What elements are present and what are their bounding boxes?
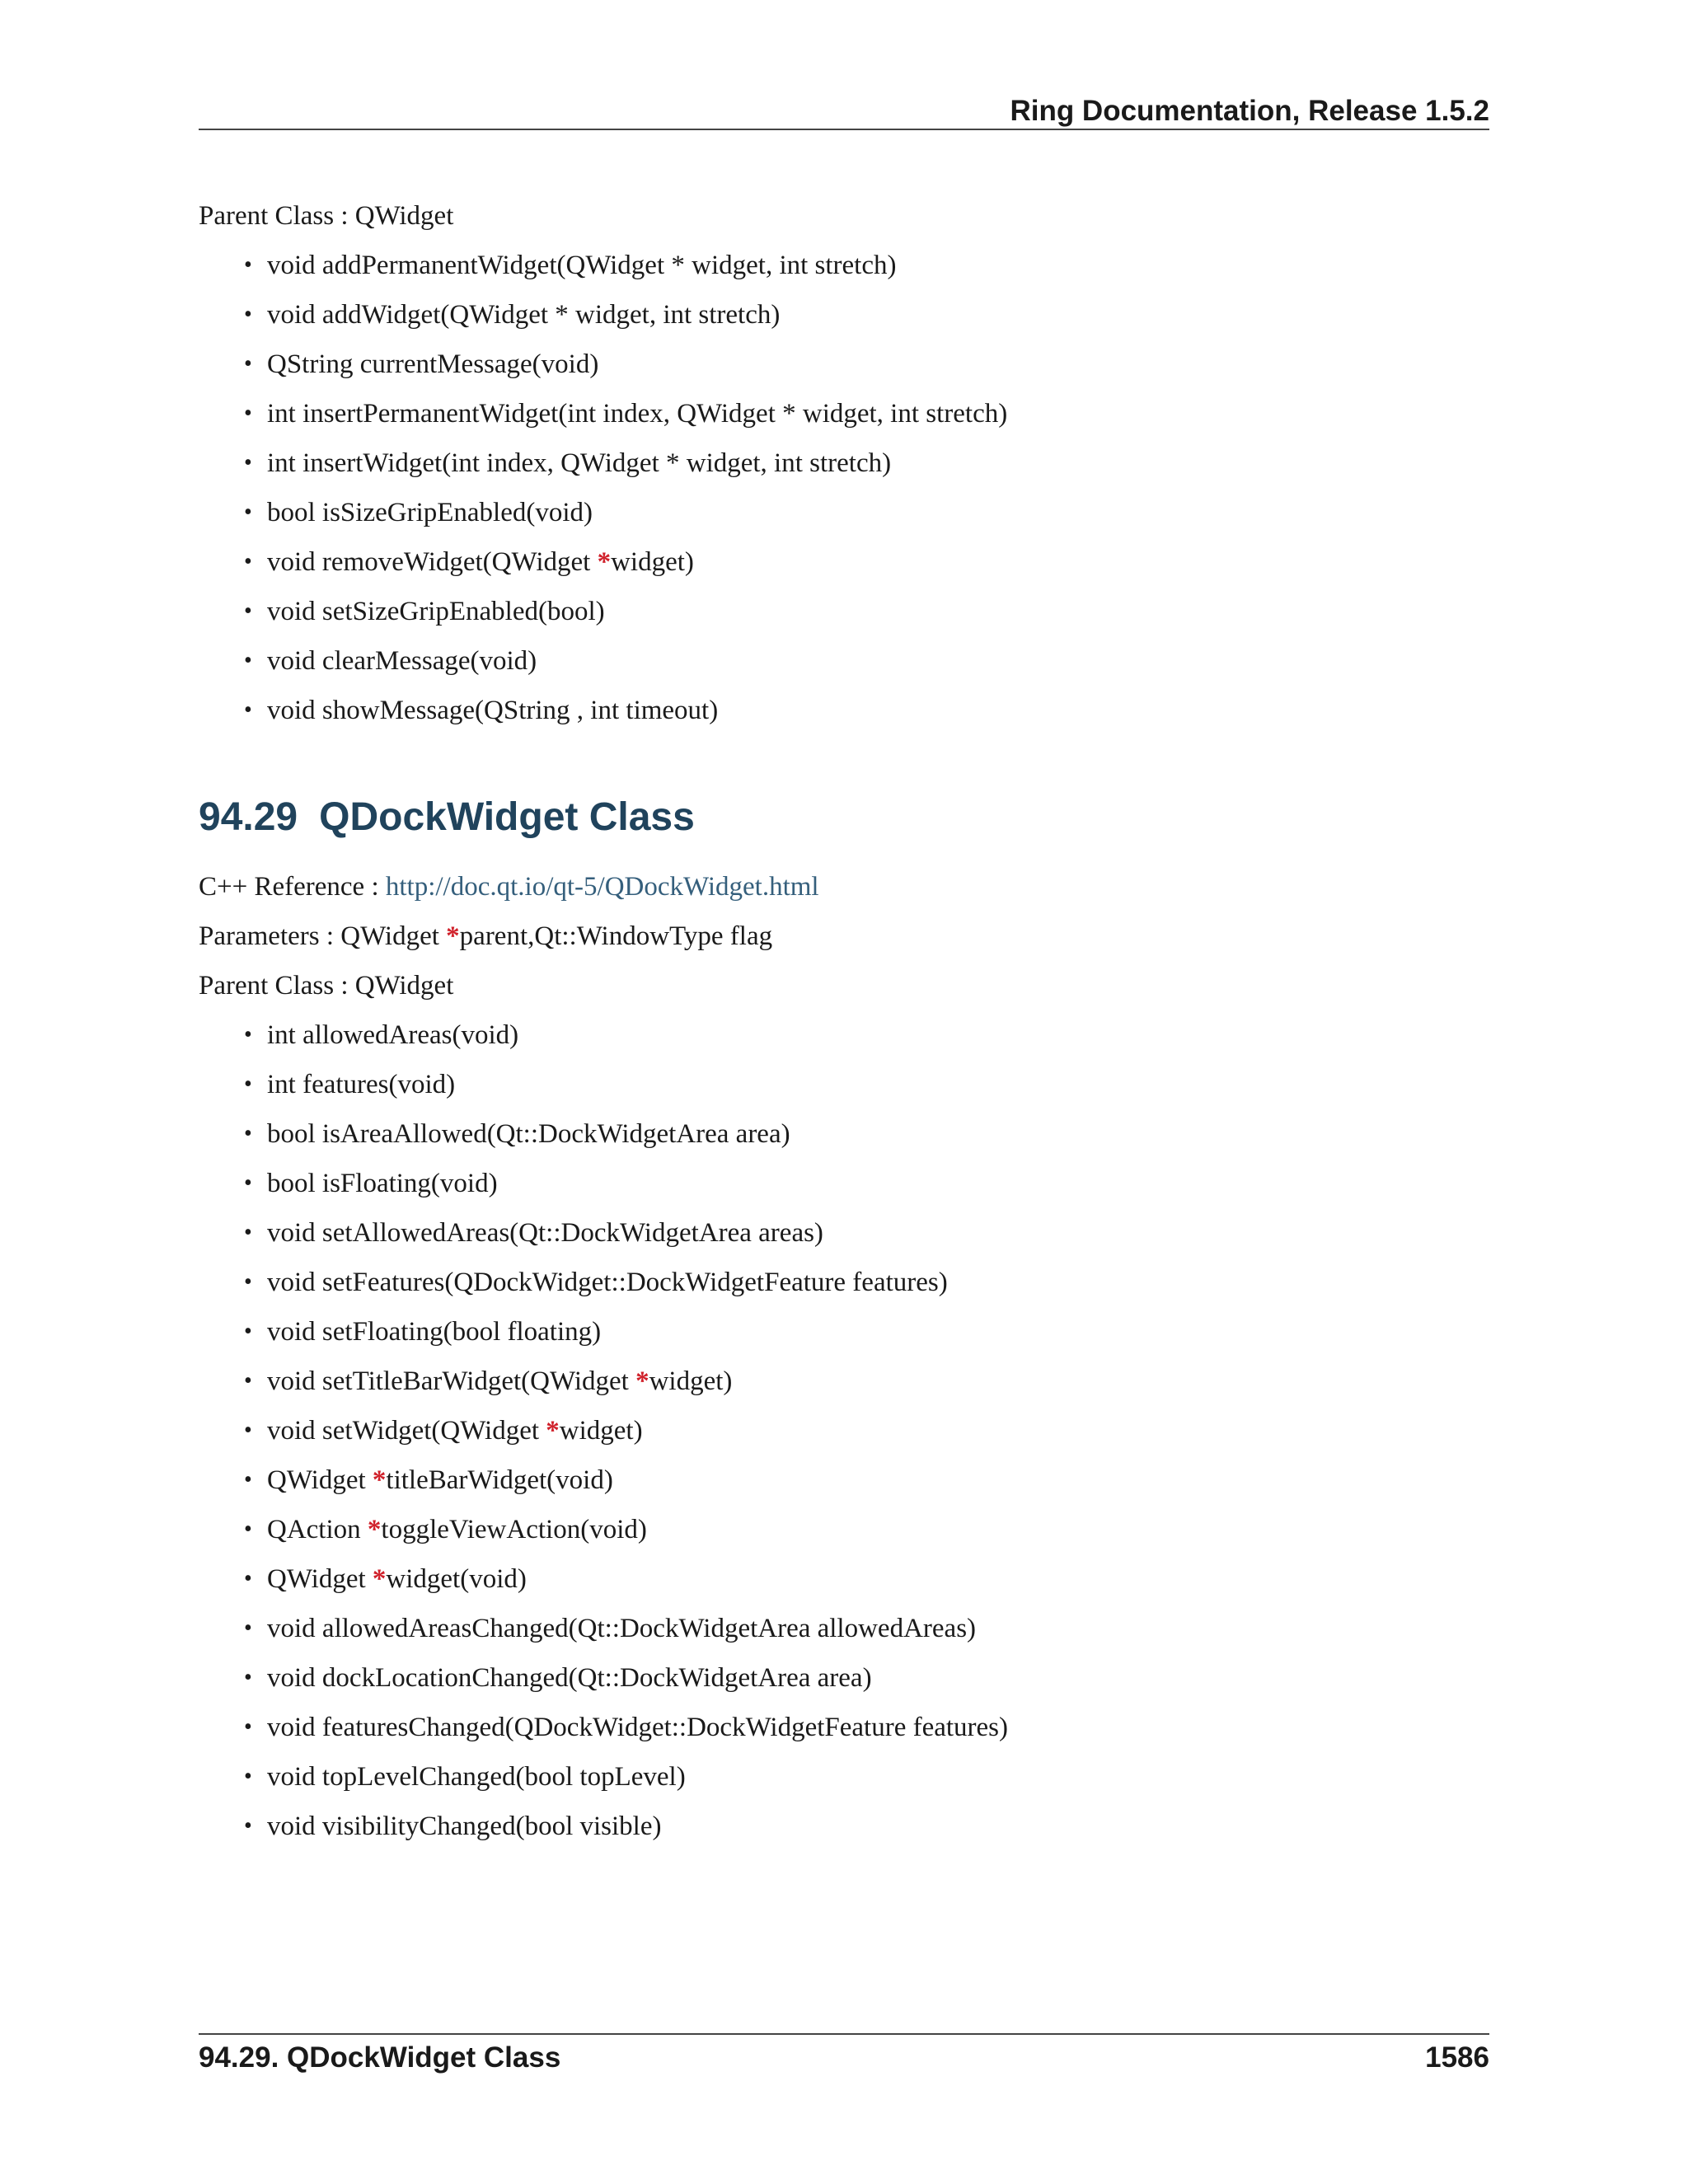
bullet-icon: •: [244, 252, 252, 278]
parameters-text-end: parent,Qt::WindowType flag: [459, 921, 773, 951]
method-signature: void setAllowedAreas(Qt::DockWidgetArea areas): [267, 1218, 823, 1248]
bullet-icon: •: [244, 1022, 252, 1047]
bullet-icon: •: [244, 351, 252, 377]
method-signature-rest: titleBarWidget(void): [386, 1465, 613, 1495]
method-signature: void topLevelChanged(bool topLevel): [267, 1762, 686, 1792]
dockwidget-method-list: [199, 1010, 1489, 1851]
bullet-icon: •: [244, 1467, 252, 1493]
method-list-item: [244, 340, 1489, 389]
bullet-icon: •: [244, 1418, 252, 1443]
asterisk-marker: *: [367, 1515, 382, 1544]
method-list-item: [244, 1357, 1489, 1406]
bullet-icon: •: [244, 648, 252, 673]
method-signature: QWidget: [267, 1465, 373, 1495]
bullet-icon: •: [244, 1220, 252, 1245]
dockwidget-parent-class: Parent Class : QWidget: [199, 971, 454, 1001]
section-number: 94.29: [199, 795, 298, 839]
method-list-item: [244, 1109, 1489, 1159]
method-list-item: [244, 1406, 1489, 1455]
method-signature: void dockLocationChanged(Qt::DockWidgetArea area): [267, 1663, 872, 1693]
bullet-icon: •: [244, 1665, 252, 1690]
method-signature: int insertPermanentWidget(int index, QWidget * widget, int stretch): [267, 399, 1008, 429]
asterisk-marker: *: [372, 1564, 387, 1594]
page-header: [199, 92, 1489, 130]
method-list-item: [244, 636, 1489, 686]
method-signature: void setSizeGripEnabled(bool): [267, 597, 605, 626]
method-list-item: [244, 1307, 1489, 1357]
bullet-icon: •: [244, 1516, 252, 1542]
method-signature: void showMessage(QString , int timeout): [267, 696, 719, 725]
method-list-item: [244, 1455, 1489, 1505]
method-signature: void setFloating(bool floating): [267, 1317, 602, 1347]
section-title: QDockWidget Class: [319, 795, 695, 839]
bullet-icon: •: [244, 499, 252, 525]
method-signature: QWidget: [267, 1564, 373, 1594]
bullet-icon: •: [244, 1566, 252, 1591]
method-list-item: [244, 1208, 1489, 1258]
method-signature: void clearMessage(void): [267, 646, 537, 676]
method-list-item: [244, 1653, 1489, 1703]
asterisk-marker: *: [546, 1416, 560, 1446]
method-list-item: [244, 1604, 1489, 1653]
method-signature: int features(void): [267, 1070, 456, 1099]
cpp-reference-line: [199, 862, 1489, 912]
method-list-item: [244, 1159, 1489, 1208]
bullet-icon: •: [244, 1269, 252, 1295]
method-list-item: [244, 1505, 1489, 1554]
bullet-icon: •: [244, 401, 252, 426]
asterisk-marker: *: [597, 547, 612, 577]
method-signature-rest: widget(void): [386, 1564, 527, 1594]
footer-section-title: 94.29. QDockWidget Class: [199, 2041, 561, 2074]
asterisk-marker: *: [372, 1465, 387, 1495]
bullet-icon: •: [244, 1714, 252, 1740]
bullet-icon: •: [244, 598, 252, 624]
bullet-icon: •: [244, 1319, 252, 1344]
method-signature: void setWidget(QWidget: [267, 1416, 546, 1446]
method-list-item: [244, 1258, 1489, 1307]
method-signature: void allowedAreasChanged(Qt::DockWidgetArea allowedAreas): [267, 1614, 977, 1643]
method-list-item: [244, 241, 1489, 290]
method-list-item: [244, 686, 1489, 735]
method-list-item: [244, 1554, 1489, 1604]
method-signature-rest: widget): [559, 1416, 643, 1446]
method-signature: bool isAreaAllowed(Qt::DockWidgetArea area): [267, 1119, 790, 1149]
bullet-icon: •: [244, 1121, 252, 1146]
method-list-item: [244, 1752, 1489, 1802]
asterisk-marker: *: [446, 921, 460, 951]
page-content: [199, 191, 1489, 1851]
parameters-text-start: Parameters : QWidget: [199, 921, 447, 951]
bullet-icon: •: [244, 1615, 252, 1641]
method-signature: void setTitleBarWidget(QWidget: [267, 1366, 636, 1396]
method-signature: bool isSizeGripEnabled(void): [267, 498, 593, 527]
method-signature: bool isFloating(void): [267, 1169, 498, 1198]
bullet-icon: •: [244, 1170, 252, 1196]
section-heading: [199, 773, 1489, 862]
method-signature: int allowedAreas(void): [267, 1020, 519, 1050]
method-signature: void addPermanentWidget(QWidget * widget, int stretch): [267, 251, 897, 280]
method-list-item: [244, 1060, 1489, 1109]
cpp-reference-label: C++ Reference :: [199, 872, 386, 902]
method-signature: QString currentMessage(void): [267, 349, 599, 379]
method-signature: QAction: [267, 1515, 368, 1544]
method-list-item: [244, 438, 1489, 488]
asterisk-marker: *: [635, 1366, 649, 1396]
document-title: Ring Documentation, Release 1.5.2: [1010, 95, 1489, 127]
method-signature-rest: toggleViewAction(void): [381, 1515, 647, 1544]
bullet-icon: •: [244, 302, 252, 327]
method-list-item: [244, 1703, 1489, 1752]
method-list-item: [244, 290, 1489, 340]
cpp-reference-link[interactable]: http://doc.qt.io/qt-5/QDockWidget.html: [385, 872, 819, 902]
page-number: 1586: [1425, 2041, 1489, 2074]
bullet-icon: •: [244, 549, 252, 574]
bullet-icon: •: [244, 697, 252, 723]
bullet-icon: •: [244, 1764, 252, 1789]
bullet-icon: •: [244, 1071, 252, 1097]
bullet-icon: •: [244, 1813, 252, 1839]
bullet-icon: •: [244, 450, 252, 476]
parameters-line: [199, 912, 1489, 961]
bullet-icon: •: [244, 1368, 252, 1394]
method-list-item: [244, 1010, 1489, 1060]
method-list-item: [244, 488, 1489, 537]
method-list-item: [244, 389, 1489, 438]
method-list-item: [244, 537, 1489, 587]
method-signature: void setFeatures(QDockWidget::DockWidgetFeature features): [267, 1268, 948, 1297]
page-footer: [199, 2033, 1489, 2081]
method-signature: void visibilityChanged(bool visible): [267, 1811, 662, 1841]
method-signature-rest: widget): [649, 1366, 733, 1396]
method-signature: void addWidget(QWidget * widget, int stretch): [267, 300, 781, 330]
method-signature: void featuresChanged(QDockWidget::DockWidgetFeature features): [267, 1713, 1009, 1742]
method-list-item: [244, 1802, 1489, 1851]
method-signature: void removeWidget(QWidget: [267, 547, 598, 577]
statusbar-method-list: [199, 241, 1489, 735]
method-list-item: [244, 587, 1489, 636]
method-signature-rest: widget): [611, 547, 694, 577]
statusbar-parent-class: Parent Class : QWidget: [199, 201, 454, 231]
method-signature: int insertWidget(int index, QWidget * widget, int stretch): [267, 448, 892, 478]
